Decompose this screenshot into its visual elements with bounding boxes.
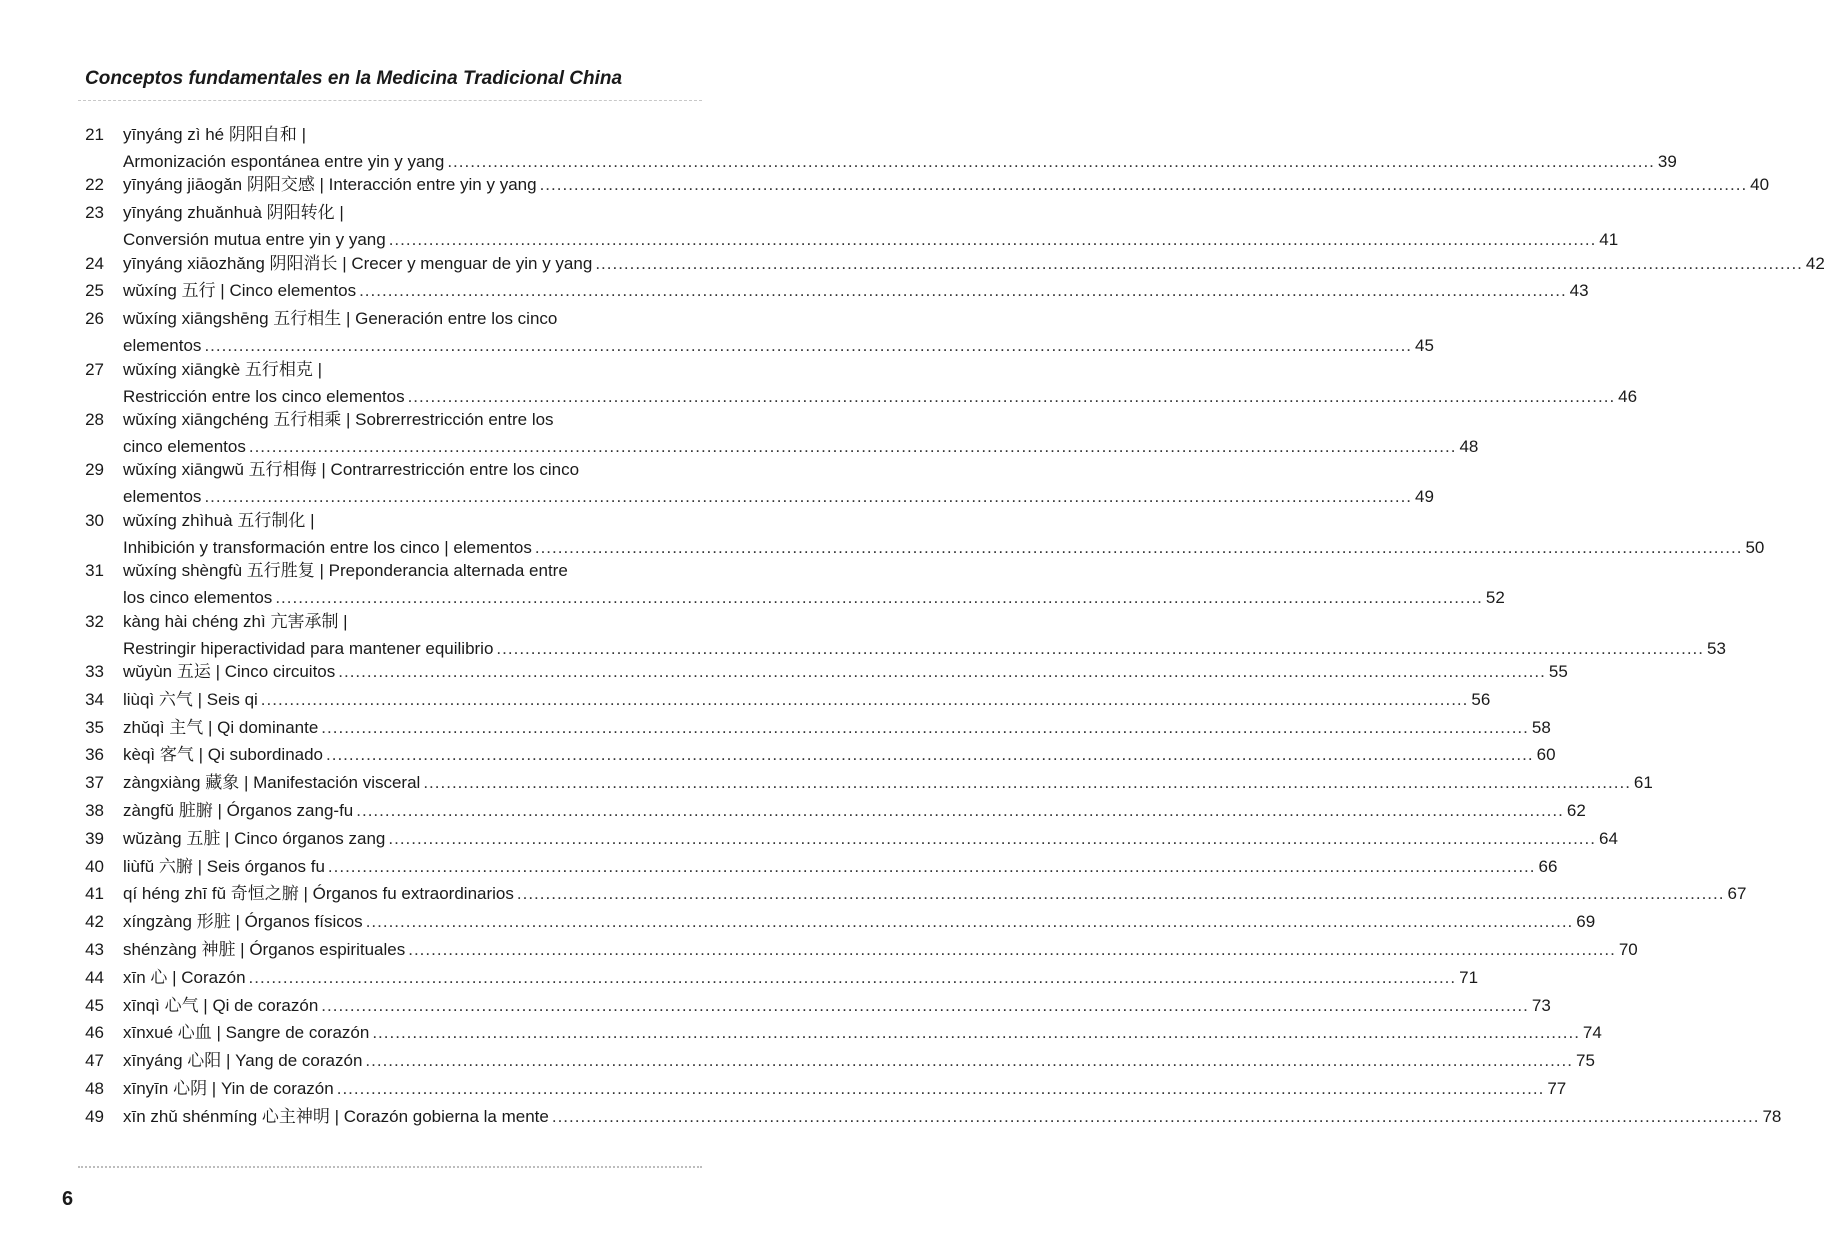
entry-number: 44	[85, 967, 104, 987]
entry-number: 23	[85, 203, 104, 223]
entry-last-line	[123, 436, 1479, 458]
entry-title: wǔyùn 五运 | Cinco circuitos	[123, 662, 336, 681]
entry-title: xíngzàng 形脏 | Órganos físicos	[123, 912, 363, 932]
entry-number: 24	[85, 253, 104, 273]
entry-first-line: wǔxíng zhìhuà 五行制化 |	[123, 510, 315, 530]
entry-page-number: 39	[1657, 152, 1677, 171]
entry-number: 30	[85, 510, 104, 530]
entry-last-line	[123, 828, 1618, 850]
entry-page-number: 74	[1582, 1023, 1602, 1043]
entry-title: Restringir hiperactividad para mantener equilibrio	[123, 638, 494, 658]
entry-title: Conversión mutua entre yin y yang	[123, 230, 386, 250]
entry-title: elementos	[123, 487, 202, 507]
entry-last-line	[123, 1078, 1567, 1100]
entry-page-number: 49	[1415, 487, 1434, 507]
dot-leader	[328, 856, 1536, 878]
entry-last-line	[123, 911, 1596, 933]
entry-page-number: 56	[1471, 689, 1491, 709]
entry-last-line	[123, 689, 1491, 711]
entry-number: 34	[85, 689, 104, 709]
entry-last-line	[123, 335, 1434, 357]
dot-leader	[338, 661, 1546, 683]
entry-page-number: 41	[1599, 230, 1619, 250]
entry-title: liùqì 六气 | Seis qi	[123, 689, 258, 709]
entry-page-number: 60	[1536, 745, 1556, 765]
entry-first-line: yīnyáng zì hé 阴阳自和 |	[123, 125, 306, 144]
entry-title: los cinco elementos	[123, 588, 273, 608]
entry-number: 26	[85, 309, 104, 329]
entry-last-line	[123, 1022, 1602, 1044]
entry-number: 25	[85, 281, 104, 301]
entry-page-number: 61	[1633, 773, 1653, 793]
entry-last-line	[123, 151, 1677, 173]
entry-title: Armonización espontánea entre yin y yang	[123, 152, 445, 171]
entry-title: xīn 心 | Corazón	[123, 967, 246, 987]
dot-leader	[517, 883, 1725, 905]
entry-title: xīn zhǔ shénmíng 心主神明 | Corazón gobierna la mente	[123, 1106, 549, 1126]
entry-last-line	[123, 1106, 1782, 1128]
entry-last-line	[123, 967, 1479, 989]
entry-page-number: 78	[1762, 1106, 1782, 1126]
dot-leader	[447, 151, 1655, 173]
entry-title: yīnyáng xiāozhǎng 阴阳消长 | Crecer y menguar de yin y yang	[123, 253, 593, 273]
entry-title: qí héng zhī fǔ 奇恒之腑 | Órganos fu extraordinarios	[123, 884, 514, 904]
entry-last-line	[123, 638, 1726, 660]
entry-number: 32	[85, 611, 104, 631]
entry-page-number: 46	[1618, 386, 1638, 406]
entry-page-number: 55	[1548, 662, 1568, 681]
dot-leader	[423, 772, 1631, 794]
entry-page-number: 58	[1531, 717, 1551, 737]
entry-page-number: 70	[1618, 940, 1638, 959]
entry-title: wǔxíng 五行 | Cinco elementos	[123, 281, 357, 301]
entry-first-line: wǔxíng shèngfù 五行胜复 | Preponderancia alternada entre	[123, 561, 568, 581]
dot-leader	[204, 335, 1412, 357]
entry-title: xīnyīn 心阴 | Yin de corazón	[123, 1079, 334, 1098]
entry-number: 28	[85, 410, 104, 429]
entry-title: Restricción entre los cinco elementos	[123, 386, 405, 406]
entry-number: 37	[85, 773, 104, 793]
entry-page-number: 50	[1745, 537, 1765, 557]
entry-first-line: wǔxíng xiāngwǔ 五行相侮 | Contrarrestricción entre los cinco	[123, 460, 580, 480]
entry-number: 49	[85, 1106, 104, 1126]
dot-leader	[249, 436, 1457, 458]
entry-page-number: 45	[1415, 336, 1434, 356]
entry-number: 46	[85, 1023, 104, 1043]
dot-leader	[496, 638, 1704, 660]
entry-last-line	[123, 995, 1551, 1017]
entry-number: 31	[85, 561, 104, 581]
entry-number: 39	[85, 828, 104, 848]
entry-page-number: 73	[1531, 995, 1551, 1015]
entry-last-line	[123, 537, 1765, 559]
entry-last-line	[123, 772, 1653, 794]
entry-page-number: 69	[1576, 912, 1596, 932]
entry-first-line: yīnyáng zhuǎnhuà 阴阳转化 |	[123, 203, 344, 223]
entry-first-line: wǔxíng xiāngshēng 五行相生 | Generación entre los cinco	[123, 309, 558, 329]
entry-last-line	[123, 856, 1558, 878]
entry-last-line	[123, 744, 1556, 766]
dot-leader	[552, 1106, 1760, 1128]
entry-number: 27	[85, 359, 104, 379]
dot-leader	[372, 1022, 1580, 1044]
entry-number: 41	[85, 884, 104, 904]
entry-last-line	[123, 587, 1505, 609]
entry-last-line	[123, 939, 1638, 961]
entry-page-number: 67	[1727, 884, 1747, 904]
entry-title: shénzàng 神脏 | Órganos espirituales	[123, 940, 406, 959]
dot-leader	[366, 911, 1574, 933]
entry-last-line	[123, 661, 1568, 683]
entry-last-line	[123, 800, 1586, 822]
entry-page-number: 75	[1576, 1051, 1595, 1071]
entry-number: 21	[85, 125, 104, 144]
entry-page-number: 42	[1805, 253, 1825, 273]
entry-last-line	[123, 386, 1638, 408]
dot-leader	[321, 717, 1529, 739]
entry-page-number: 64	[1598, 828, 1618, 848]
entry-title: xīnqì 心气 | Qi de corazón	[123, 995, 319, 1015]
entry-number: 22	[85, 175, 104, 195]
entry-page-number: 66	[1538, 856, 1558, 876]
entry-last-line	[123, 883, 1747, 905]
entry-last-line	[123, 280, 1589, 302]
dot-leader	[356, 800, 1564, 822]
entry-page-number: 77	[1547, 1079, 1567, 1098]
dot-leader	[408, 386, 1616, 408]
entry-number: 40	[85, 856, 104, 876]
entry-last-line	[123, 1050, 1595, 1072]
entry-last-line	[123, 229, 1619, 251]
entry-first-line: wǔxíng xiāngkè 五行相克 |	[123, 359, 323, 379]
dot-leader	[365, 1050, 1573, 1072]
entry-title: cinco elementos	[123, 437, 246, 456]
entry-last-line	[123, 486, 1434, 508]
dot-leader	[595, 253, 1803, 275]
entry-number: 38	[85, 801, 104, 820]
entry-page-number: 62	[1566, 801, 1586, 820]
dot-leader	[204, 486, 1412, 508]
dot-leader	[389, 229, 1597, 251]
entry-page-number: 40	[1750, 175, 1770, 195]
entry-title: zàngxiàng 藏象 | Manifestación visceral	[123, 773, 421, 793]
entry-number: 36	[85, 745, 104, 765]
entry-title: elementos	[123, 336, 202, 356]
entry-page-number: 48	[1459, 437, 1479, 456]
dot-leader	[321, 995, 1529, 1017]
entry-number: 42	[85, 912, 104, 932]
entry-number: 29	[85, 460, 104, 480]
entry-number: 33	[85, 662, 104, 681]
entry-first-line: kàng hài chéng zhì 亢害承制 |	[123, 611, 348, 631]
entry-last-line	[123, 717, 1551, 739]
entry-number: 35	[85, 717, 104, 737]
dot-leader	[275, 587, 1483, 609]
dot-leader	[326, 744, 1534, 766]
dot-leader	[388, 828, 1596, 850]
header-divider	[78, 100, 702, 101]
entry-number: 43	[85, 940, 104, 959]
entry-number: 45	[85, 995, 104, 1015]
entry-last-line	[123, 174, 1770, 196]
dot-leader	[359, 280, 1567, 302]
entry-last-line	[123, 253, 1825, 275]
entry-title: liùfǔ 六腑 | Seis órganos fu	[123, 856, 325, 876]
dot-leader	[535, 537, 1743, 559]
entry-title: xīnxué 心血 | Sangre de corazón	[123, 1023, 370, 1043]
entry-number: 48	[85, 1079, 104, 1098]
entry-title: zàngfǔ 脏腑 | Órganos zang-fu	[123, 801, 354, 820]
dot-leader	[337, 1078, 1545, 1100]
entry-title: wǔzàng 五脏 | Cinco órganos zang	[123, 828, 386, 848]
entry-page-number: 43	[1569, 281, 1589, 301]
dot-leader	[540, 174, 1748, 196]
dot-leader	[249, 967, 1457, 989]
entry-page-number: 52	[1485, 588, 1505, 608]
entry-page-number: 53	[1707, 638, 1726, 658]
entry-title: xīnyáng 心阳 | Yang de corazón	[123, 1051, 363, 1071]
dot-leader	[261, 689, 1469, 711]
dot-leader	[408, 939, 1616, 961]
entry-first-line: wǔxíng xiāngchéng 五行相乘 | Sobrerrestricción entre los	[123, 410, 554, 429]
entry-page-number: 71	[1459, 967, 1479, 987]
entry-title: zhǔqì 主气 | Qi dominante	[123, 717, 319, 737]
entry-title: kèqì 客气 | Qi subordinado	[123, 745, 324, 765]
running-header: Conceptos fundamentales en la Medicina Tradicional China	[85, 68, 623, 89]
footer-divider	[78, 1166, 702, 1168]
entry-number: 47	[85, 1051, 104, 1071]
entry-title: Inhibición y transformación entre los cinco | elementos	[123, 537, 532, 557]
page-number: 6	[62, 1188, 74, 1210]
entry-title: yīnyáng jiāogǎn 阴阳交感 | Interacción entre yin y yang	[123, 175, 537, 195]
